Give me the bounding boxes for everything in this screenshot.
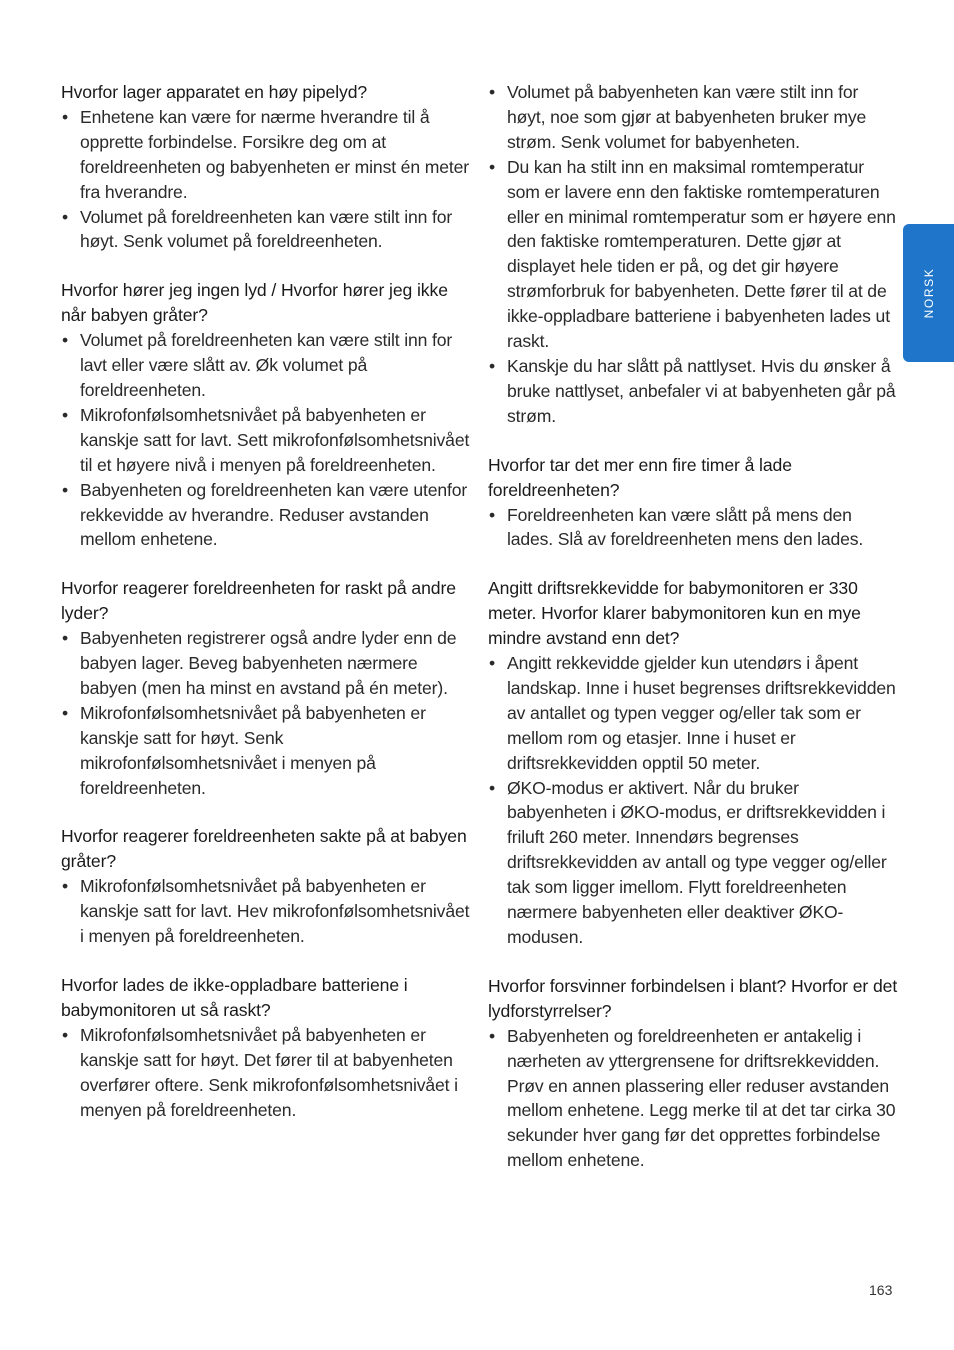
right-column	[488, 80, 898, 1197]
faq-answer-item: • Angitt rekkevidde gjelder kun utendørs i åpent landskap. Inne i huset begrenses driftsrekkevidden av antallet og typen vegger og/eller tak som er mellom rom og etasjer. Inne i huset er driftsrekkevidden opptil 50 meter.	[489, 653, 896, 773]
faq-section	[61, 278, 471, 552]
language-tab-label: NORSK	[921, 267, 936, 319]
faq-answer-text: Babyenheten og foreldreenheten kan være utenfor rekkevidde av hverandre. Reduser avstanden mellom enhetene.	[80, 479, 468, 550]
faq-answer-text: Volumet på foreldreenheten kan være stilt inn for høyt. Senk volumet på foreldreenheten.	[80, 206, 453, 252]
faq-answer-item: • Volumet på babyenheten kan være stilt inn for høyt, noe som gjør at babyenheten bruker mye strøm. Senk volumet for babyenheten.	[489, 82, 867, 152]
faq-section	[488, 974, 898, 1173]
faq-question: Hvorfor lades de ikke-oppladbare batteriene i babymonitoren ut så raskt?	[61, 975, 408, 1020]
language-tab	[903, 224, 954, 362]
faq-answer-item: • Mikrofonfølsomhetsnivået på babyenheten er kanskje satt for høyt. Det fører til at babyenheten overfører oftere. Senk mikrofonfølsomhetsnivået i menyen på foreldreenheten.	[62, 1024, 458, 1120]
faq-question: Hvorfor reagerer foreldreenheten sakte på at babyen gråter?	[61, 826, 467, 872]
faq-answer-list	[61, 1023, 471, 1123]
faq-section-continued	[488, 80, 898, 429]
faq-answer-list	[61, 328, 471, 552]
faq-answer-text: Enhetene kan være for nærme hverandre til å opprette forbindelse. Forsikre deg om at foreldreenheten og babyenheten er minst én meter fra hverandre.	[80, 106, 469, 202]
left-column	[61, 80, 471, 1146]
faq-answer-item: • Mikrofonfølsomhetsnivået på babyenheten er kanskje satt for lavt. Sett mikrofonfølsomhetsnivået til et høyere nivå i menyen på foreldreenheten.	[62, 404, 470, 475]
faq-answer-text: Mikrofonfølsomhetsnivået på babyenheten er kanskje satt for lavt. Sett mikrofonfølsomhetsnivået til et høyere nivå i menyen på foreldreenheten.	[80, 404, 470, 475]
faq-section	[61, 973, 471, 1122]
faq-answer-item: • Du kan ha stilt inn en maksimal romtemperatur som er lavere enn den faktiske romtemperaturen eller en minimal romtemperatur som er høyere enn den faktiske romtemperaturen. Dette gjør at displayet hele tiden er på, og det gir høyere strømforbruk for babyenheten. Dette fører til at de ikke-oppladbare batteriene i babyenheten lades ut raskt.	[489, 156, 896, 352]
faq-answer-text: Babyenheten og foreldreenheten er antakelig i nærheten av yttergrensene for driftsrekkevidden. Prøv en annen plassering eller reduser avstanden mellom enhetene. Legg merke til at det tar cirka 30 sekunder hver gang før det opprettes forbindelse mellom enhetene.	[507, 1025, 896, 1171]
faq-answer-list	[488, 651, 898, 950]
faq-section	[61, 576, 471, 800]
faq-answer-text: Angitt rekkevidde gjelder kun utendørs i åpent landskap. Inne i huset begrenses driftsrekkevidden av antallet og typen vegger og/eller tak som er mellom rom og etasjer. Inne i huset er driftsrekkevidden opptil 50 meter.	[507, 653, 896, 773]
faq-answer-text: Du kan ha stilt inn en maksimal romtemperatur som er lavere enn den faktiske romtemperaturen eller en minimal romtemperatur som er høyere enn den faktiske romtemperaturen. Dette gjør at displayet hele tiden er på, og det gir høyere strømforbruk for babyenheten. Dette fører til at de ikke-oppladbare batteriene i babyenheten lades ut raskt.	[507, 156, 896, 352]
faq-answer-text: Volumet på babyenheten kan være stilt inn for høyt, noe som gjør at babyenheten bruker mye strøm. Senk volumet for babyenheten.	[507, 82, 867, 152]
faq-section	[61, 824, 471, 949]
faq-answer-text: Babyenheten registrerer også andre lyder enn de babyen lager. Beveg babyenheten nærmere babyen (men ha minst en avstand på én meter).	[80, 628, 457, 698]
faq-answer-item: • Babyenheten og foreldreenheten kan være utenfor rekkevidde av hverandre. Reduser avstanden mellom enhetene.	[62, 479, 468, 550]
faq-answer-text: Foreldreenheten kan være slått på mens den lades. Slå av foreldreenheten mens den lades.	[507, 504, 864, 550]
faq-question: Hvorfor reagerer foreldreenheten for raskt på andre lyder?	[61, 578, 456, 624]
faq-question: Hvorfor tar det mer enn fire timer å lade foreldreenheten?	[488, 454, 792, 500]
faq-answer-item: • Volumet på foreldreenheten kan være stilt inn for høyt. Senk volumet på foreldreenheten.	[62, 206, 453, 252]
faq-answer-list	[488, 1024, 898, 1173]
faq-answer-item: • Foreldreenheten kan være slått på mens den lades. Slå av foreldreenheten mens den lades.	[489, 504, 864, 550]
faq-question: Hvorfor forsvinner forbindelsen i blant? Hvorfor er det lydforstyrrelser?	[488, 975, 898, 1021]
faq-answer-text: Mikrofonfølsomhetsnivået på babyenheten er kanskje satt for høyt. Det fører til at babyenheten overfører oftere. Senk mikrofonfølsomhetsnivået i menyen på foreldreenheten.	[80, 1024, 458, 1120]
faq-answer-item: • Babyenheten registrerer også andre lyder enn de babyen lager. Beveg babyenheten nærmere babyen (men ha minst en avstand på én meter).	[62, 628, 457, 698]
faq-answer-list	[61, 626, 471, 800]
faq-answer-item: • ØKO-modus er aktivert. Når du bruker babyenheten i ØKO-modus, er driftsrekkevidden i friluft 260 meter. Innendørs begrenses driftsrekkevidden av antall og type vegger og/eller tak som ligger imellom. Flytt foreldreenheten nærmere babyenheten eller deaktiver ØKO-modusen.	[489, 777, 887, 947]
faq-section	[488, 576, 898, 950]
faq-section	[488, 453, 898, 553]
faq-answer-item: • Babyenheten og foreldreenheten er antakelig i nærheten av yttergrensene for driftsrekkevidden. Prøv en annen plassering eller reduser avstanden mellom enhetene. Legg merke til at det tar cirka 30 sekunder hver gang før det opprettes forbindelse mellom enhetene.	[489, 1025, 896, 1171]
faq-answer-item: • Kanskje du har slått på nattlyset. Hvis du ønsker å bruke nattlyset, anbefaler vi at babyenheten går på strøm.	[489, 355, 896, 426]
faq-answer-text: ØKO-modus er aktivert. Når du bruker babyenheten i ØKO-modus, er driftsrekkevidden i friluft 260 meter. Innendørs begrenses driftsrekkevidden av antall og type vegger og/eller tak som ligger imellom. Flytt foreldreenheten nærmere babyenheten eller deaktiver ØKO-modusen.	[507, 777, 887, 947]
faq-answer-text: Mikrofonfølsomhetsnivået på babyenheten er kanskje satt for lavt. Hev mikrofonfølsomhetsnivået i menyen på foreldreenheten.	[80, 876, 470, 947]
faq-answer-item: • Mikrofonfølsomhetsnivået på babyenheten er kanskje satt for lavt. Hev mikrofonfølsomhetsnivået i menyen på foreldreenheten.	[62, 876, 470, 947]
faq-answer-list	[488, 80, 898, 429]
faq-answer-text: Mikrofonfølsomhetsnivået på babyenheten er kanskje satt for høyt. Senk mikrofonfølsomhetsnivået i menyen på foreldreenheten.	[80, 702, 426, 798]
faq-answer-text: Kanskje du har slått på nattlyset. Hvis du ønsker å bruke nattlyset, anbefaler vi at babyenheten går på strøm.	[507, 355, 896, 426]
faq-answer-item: • Mikrofonfølsomhetsnivået på babyenheten er kanskje satt for høyt. Senk mikrofonfølsomhetsnivået i menyen på foreldreenheten.	[62, 702, 426, 798]
faq-question: Hvorfor lager apparatet en høy pipelyd?	[61, 82, 368, 102]
page-number: 163	[869, 1282, 893, 1298]
faq-answer-item: • Enhetene kan være for nærme hverandre til å opprette forbindelse. Forsikre deg om at foreldreenheten og babyenheten er minst én meter fra hverandre.	[62, 106, 469, 202]
faq-answer-list	[488, 503, 898, 553]
faq-answer-list	[61, 874, 471, 949]
faq-question: Angitt driftsrekkevidde for babymonitoren er 330 meter. Hvorfor klarer babymonitoren kun en mye mindre avstand enn det?	[488, 578, 861, 649]
faq-answer-item: • Volumet på foreldreenheten kan være stilt inn for lavt eller være slått av. Øk volumet på foreldreenheten.	[62, 330, 453, 400]
faq-section	[61, 80, 471, 254]
faq-answer-list	[61, 105, 471, 254]
faq-answer-text: Volumet på foreldreenheten kan være stilt inn for lavt eller være slått av. Øk volumet på foreldreenheten.	[80, 330, 453, 400]
faq-question: Hvorfor hører jeg ingen lyd / Hvorfor hører jeg ikke når babyen gråter?	[61, 280, 448, 326]
